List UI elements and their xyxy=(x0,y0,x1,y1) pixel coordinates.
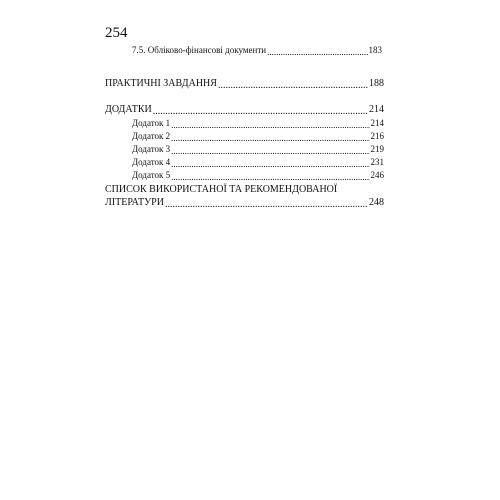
toc-entry-appendices xyxy=(105,103,384,116)
toc-entry-7-5 xyxy=(132,44,382,56)
toc-label: 7.5. Обліково-фінансові документи xyxy=(132,45,267,55)
toc-label: ДОДАТКИ xyxy=(105,104,152,115)
toc-page: 188 xyxy=(369,78,384,89)
toc-page: 219 xyxy=(370,144,384,154)
toc-label: Додаток 1 xyxy=(132,118,171,128)
toc-entry-practical-tasks xyxy=(105,77,384,90)
toc-label-line-2: ЛІТЕРАТУРИ xyxy=(105,197,164,208)
toc-page: 214 xyxy=(370,118,384,128)
toc-label: Додаток 4 xyxy=(132,157,171,167)
toc-page: 183 xyxy=(368,45,382,55)
toc-leader-dots xyxy=(171,171,369,180)
toc-leader-dots xyxy=(171,132,369,141)
toc-leader-dots xyxy=(153,105,368,115)
toc-page: 248 xyxy=(369,197,384,208)
toc-page: 246 xyxy=(370,170,384,180)
toc-leader-dots xyxy=(171,119,369,128)
toc-leader-dots xyxy=(171,158,369,167)
toc-leader-dots xyxy=(165,198,368,208)
toc-leader-dots xyxy=(267,46,367,55)
toc-page: 214 xyxy=(369,104,384,115)
toc-entry-appendix-5 xyxy=(132,169,384,181)
toc-entry-appendix-1 xyxy=(132,117,384,129)
toc-page: 216 xyxy=(370,131,384,141)
toc-entry-appendix-4 xyxy=(132,156,384,168)
toc-label-line-1: СПИСОК ВИКОРИСТАНОЇ ТА РЕКОМЕНДОВАНОЇ xyxy=(105,184,338,195)
page-number: 254 xyxy=(105,25,128,41)
toc-entry-appendix-3 xyxy=(132,143,384,155)
toc-leader-dots xyxy=(171,145,369,154)
toc-label: ПРАКТИЧНІ ЗАВДАННЯ xyxy=(105,78,217,89)
toc-label: Додаток 3 xyxy=(132,144,171,154)
toc-entry-bibliography xyxy=(105,183,384,209)
toc-page: 231 xyxy=(370,157,384,167)
toc-leader-dots xyxy=(218,79,368,89)
toc-bibliography-line-2 xyxy=(105,196,384,209)
toc-entry-appendix-2 xyxy=(132,130,384,142)
toc-label: Додаток 2 xyxy=(132,131,171,141)
toc-label: Додаток 5 xyxy=(132,170,171,180)
